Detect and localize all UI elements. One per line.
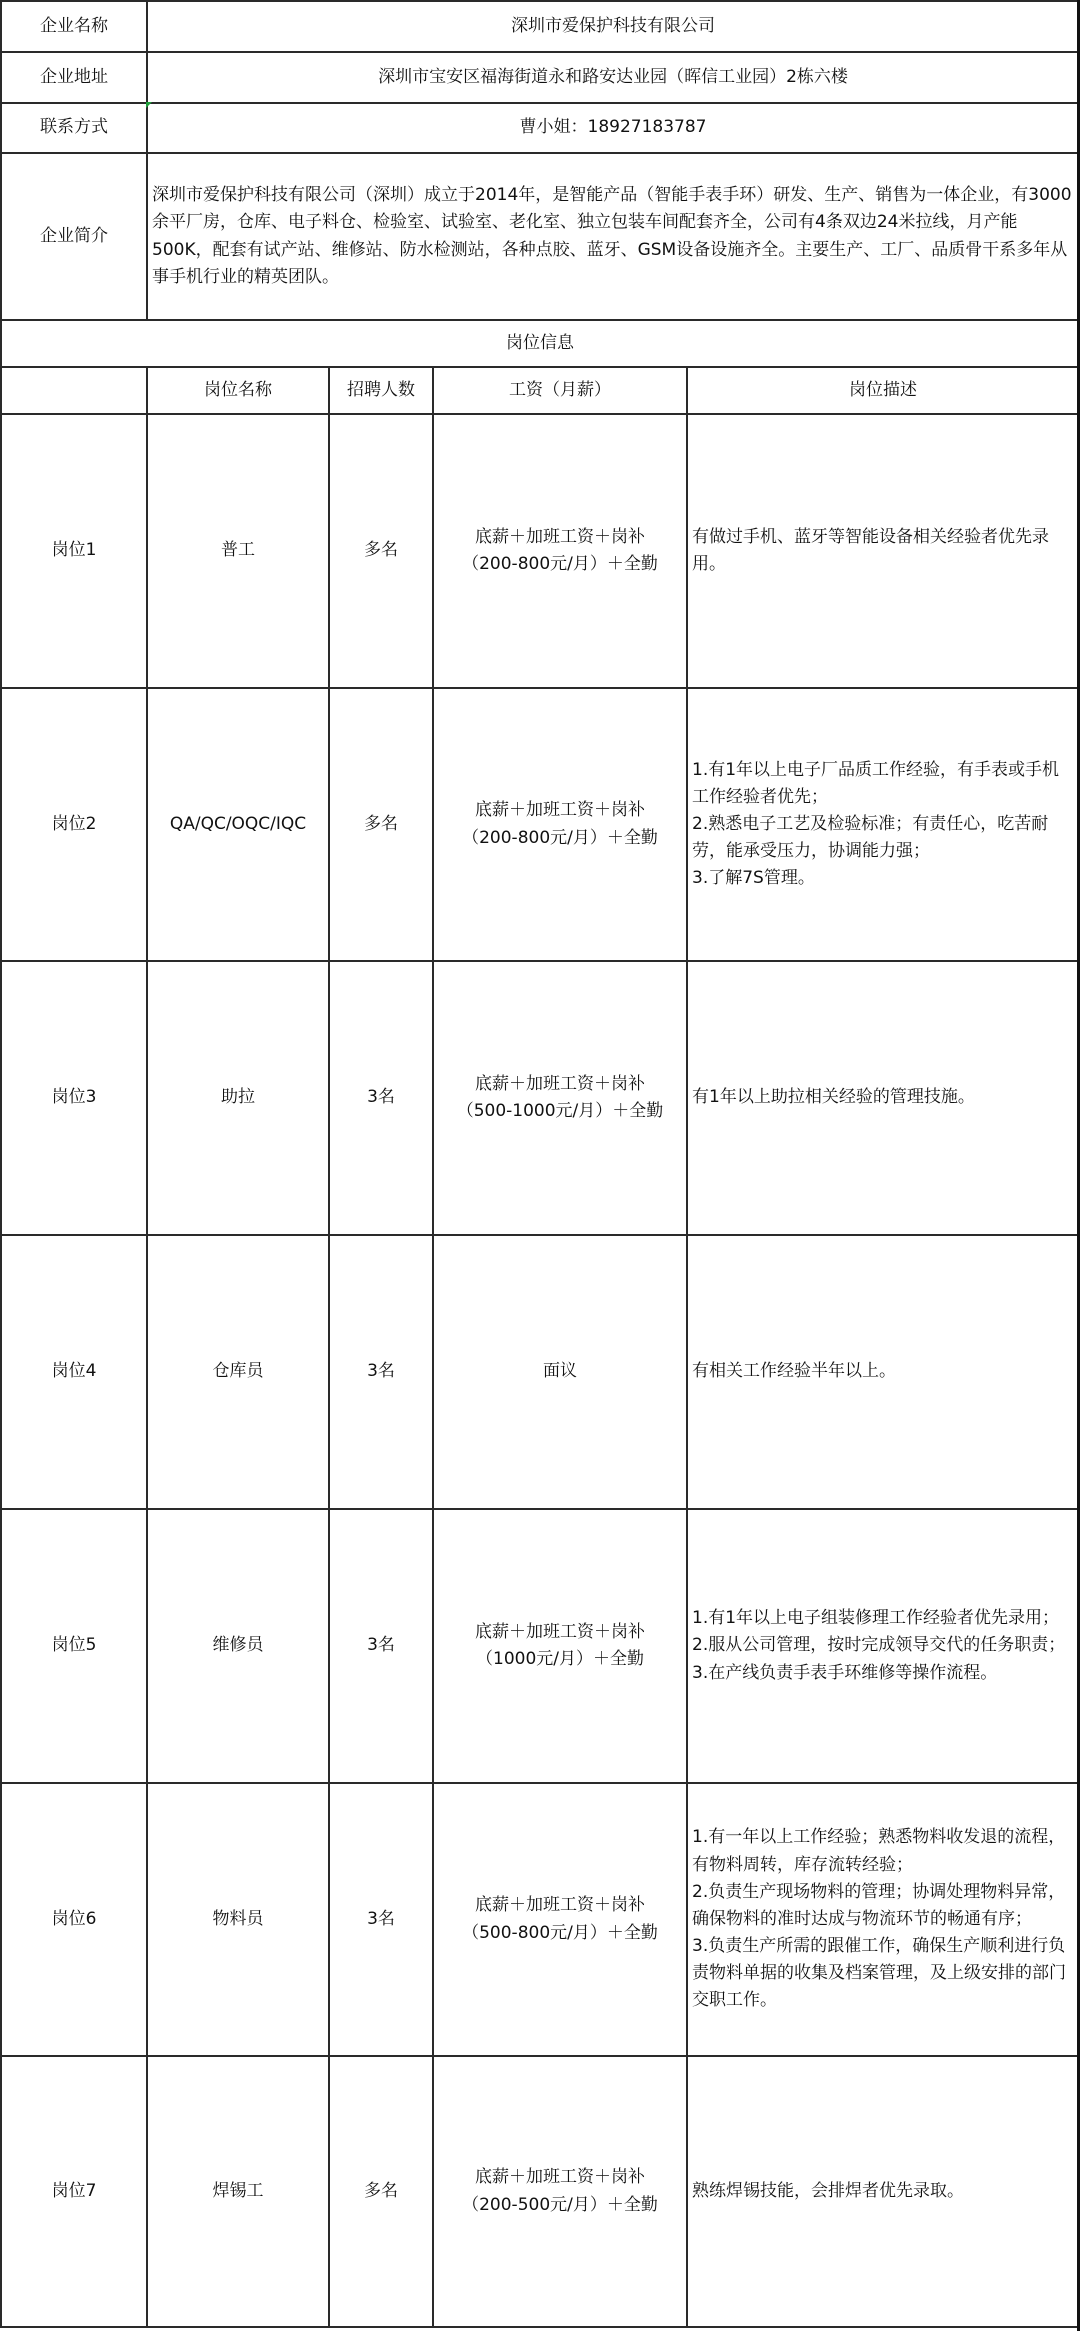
jobs-header-row [1,367,1079,414]
company-name-label: 企业名称 [1,1,147,52]
job-count: 多名 [329,2056,433,2327]
job-name: 仓库员 [147,1235,329,1509]
job-label: 岗位7 [1,2056,147,2327]
job-count: 3名 [329,1783,433,2056]
job-label: 岗位3 [1,961,147,1235]
job-count: 3名 [329,1235,433,1509]
company-intro-cell [147,153,1079,320]
jobs-header-name: 岗位名称 [147,367,329,414]
company-intro-row [1,153,1079,320]
job-salary: 底薪＋加班工资＋岗补 （200-800元/月）＋全勤 [433,688,687,961]
job-name: 普工 [147,414,329,688]
job-label: 岗位6 [1,1783,147,2056]
cell-comment-marker [146,102,152,108]
job-description: 1.有1年以上电子厂品质工作经验，有手表或手机工作经验者优先； 2.熟悉电子工艺及检验标准；有责任心，吃苦耐劳，能承受压力，协调能力强； 3.了解7S管理。 [687,688,1079,961]
job-count: 3名 [329,1509,433,1783]
job-name: 助拉 [147,961,329,1235]
job-count: 3名 [329,961,433,1235]
job-name: 维修员 [147,1509,329,1783]
job-row [1,414,1079,688]
jobs-header-blank [1,367,147,414]
job-salary: 面议 [433,1235,687,1509]
job-label: 岗位5 [1,1509,147,1783]
jobs-header-desc: 岗位描述 [687,367,1079,414]
company-address-value: 深圳市宝安区福海街道永和路安达业园（晖信工业园）2栋六楼 [147,52,1079,103]
job-row [1,961,1079,1235]
job-description: 有做过手机、蓝牙等智能设备相关经验者优先录用。 [687,414,1079,688]
job-row [1,2056,1079,2327]
job-salary: 底薪＋加班工资＋岗补 （500-1000元/月）＋全勤 [433,961,687,1235]
jobs-header-salary: 工资（月薪） [433,367,687,414]
job-row [1,1783,1079,2056]
job-salary: 底薪＋加班工资＋岗补 （1000元/月）＋全勤 [433,1509,687,1783]
company-name-value: 深圳市爱保护科技有限公司 [147,1,1079,52]
jobs-section-row [1,320,1079,367]
company-intro-label: 企业简介 [1,153,147,320]
job-description: 熟练焊锡技能，会排焊者优先录取。 [687,2056,1079,2327]
job-description: 有相关工作经验半年以上。 [687,1235,1079,1509]
job-salary: 底薪＋加班工资＋岗补 （500-800元/月）＋全勤 [433,1783,687,2056]
job-salary: 底薪＋加班工资＋岗补 （200-500元/月）＋全勤 [433,2056,687,2327]
job-name: QA/QC/OQC/IQC [147,688,329,961]
job-salary: 底薪＋加班工资＋岗补 （200-800元/月）＋全勤 [433,414,687,688]
job-name: 物料员 [147,1783,329,2056]
company-intro-text: 深圳市爱保护科技有限公司（深圳）成立于2014年，是智能产品（智能手表手环）研发、生产、销售为一体企业，有3000余平厂房，仓库、电子料仓、检验室、试验室、老化室、独立包装车间配套齐全，公司有4条双边24米拉线，月产能500K，配套有试产站、维修站、防水检测站，各种点胶、蓝牙、GSM设备设施齐全。主要生产、工厂、品质骨干系多年从事手机行业的精英团队。 [152,185,1072,287]
job-count: 多名 [329,688,433,961]
job-description: 1.有一年以上工作经验；熟悉物料收发退的流程，有物料周转，库存流转经验； 2.负责生产现场物料的管理；协调处理物料异常，确保物料的准时达成与物流环节的畅通有序； 3.负责生产所需的跟催工作，确保生产顺利进行负责物料单据的收集及档案管理，及上级安排的部门交职工作。 [687,1783,1079,2056]
company-name-row [1,1,1079,52]
job-label: 岗位2 [1,688,147,961]
company-address-label: 企业地址 [1,52,147,103]
job-row [1,1235,1079,1509]
jobs-section-title: 岗位信息 [1,320,1079,367]
job-row [1,688,1079,961]
job-label: 岗位1 [1,414,147,688]
job-description: 有1年以上助拉相关经验的管理技施。 [687,961,1079,1235]
job-name: 焊锡工 [147,2056,329,2327]
jobs-header-count: 招聘人数 [329,367,433,414]
company-contact-label: 联系方式 [1,103,147,153]
company-contact-value: 曹小姐：18927183787 [147,103,1079,153]
company-contact-row [1,103,1079,153]
job-description: 1.有1年以上电子组装修理工作经验者优先录用； 2.服从公司管理，按时完成领导交代的任务职责； 3.在产线负责手表手环维修等操作流程。 [687,1509,1079,1783]
job-label: 岗位4 [1,1235,147,1509]
job-count: 多名 [329,414,433,688]
company-address-row [1,52,1079,103]
job-row [1,1509,1079,1783]
